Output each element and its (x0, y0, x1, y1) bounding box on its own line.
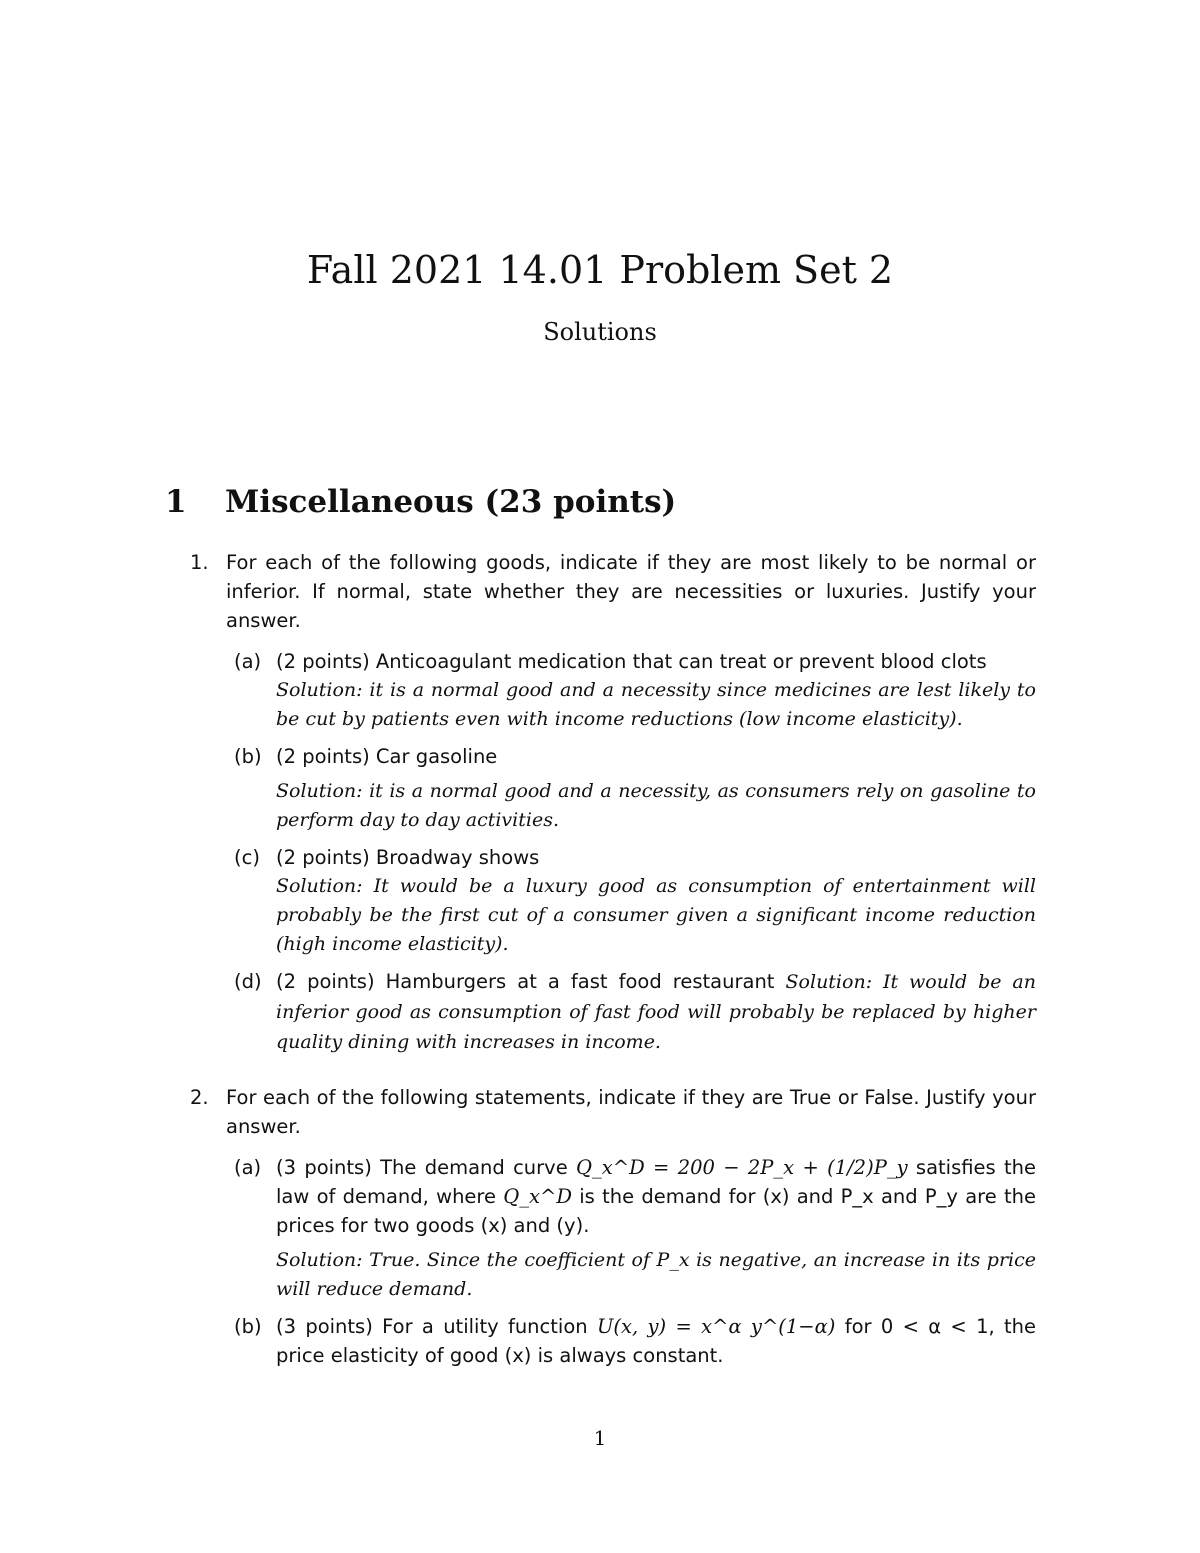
problem-1d (226, 967, 1036, 1057)
part-text: (3 points) The demand curve (276, 1156, 568, 1179)
problem-2b (226, 1312, 1036, 1370)
part-text: (2 points) Car gasoline (276, 745, 498, 768)
part-text: is the demand for (x) and P_x and P_y are the prices for two goods (x) and (y). (276, 1185, 1037, 1237)
problem-list (190, 548, 1036, 1396)
part-solution: Solution: It would be an inferior good as consumption of fast food will probably be replaced by higher quality dining with increases in income. (276, 971, 1036, 1053)
problem-1b (226, 742, 1036, 835)
problem-1-text: For each of the following goods, indicate if they are most likely to be normal or inferior. If normal, state whether they are necessities or luxuries. Justify your answer. (226, 551, 1036, 632)
problem-1a (226, 647, 1036, 734)
section-title: Miscellaneous (23 points) (225, 484, 677, 520)
part-solution: Solution: True. Since the coefficient of P_x is negative, an increase in its price will reduce demand. (276, 1249, 1036, 1300)
part-solution: Solution: It would be a luxury good as consumption of entertainment will probably be the first cut of a consumer given a significant income reduction (high income elasticity). (276, 875, 1036, 955)
part-text: satisfies the law of demand, where (276, 1156, 1036, 1208)
part-text: for 0 < α < 1, the price elasticity of good (x) is always constant. (276, 1315, 1037, 1367)
part-marker: (b) (234, 1315, 262, 1338)
part-text: (2 points) Hamburgers at a fast food restaurant (276, 970, 775, 993)
section-number: 1 (165, 484, 187, 520)
part-marker: (d) (234, 970, 262, 993)
problem-1c (226, 843, 1036, 959)
utility-formula: U(x, y) = x^α y^(1−α) (596, 1315, 836, 1338)
part-text: (2 points) Broadway shows (276, 846, 540, 869)
document-subtitle: Solutions (543, 318, 657, 346)
part-solution: Solution: it is a normal good and a necessity since medicines are lest likely to be cut by patients even with income reductions (low income elasticity). (276, 679, 1036, 730)
problem-2 (190, 1083, 1036, 1378)
problem-2-text: For each of the following statements, indicate if they are True or False. Justify your answer. (226, 1086, 1036, 1138)
problem-2a (226, 1153, 1036, 1304)
part-marker: (c) (234, 846, 260, 869)
part-marker: (a) (234, 1156, 262, 1179)
part-marker: (b) (234, 745, 262, 768)
document-title: Fall 2021 14.01 Problem Set 2 (306, 248, 894, 292)
demand-formula: Q_x^D = 200 − 2P_x + (1/2)P_y (576, 1156, 908, 1179)
page-number: 1 (593, 1426, 607, 1450)
problem-1-marker: 1. (190, 551, 209, 574)
part-marker: (a) (234, 650, 262, 673)
part-solution: Solution: it is a normal good and a necessity, as consumers rely on gasoline to perform day to day activities. (276, 780, 1036, 831)
demand-symbol: Q_x^D (503, 1185, 572, 1208)
part-text: (3 points) For a utility function (276, 1315, 588, 1338)
problem-1 (190, 548, 1036, 1065)
part-text: (2 points) Anticoagulant medication that can treat or prevent blood clots (276, 650, 987, 673)
section-heading (165, 484, 676, 520)
problem-2-marker: 2. (190, 1086, 209, 1109)
